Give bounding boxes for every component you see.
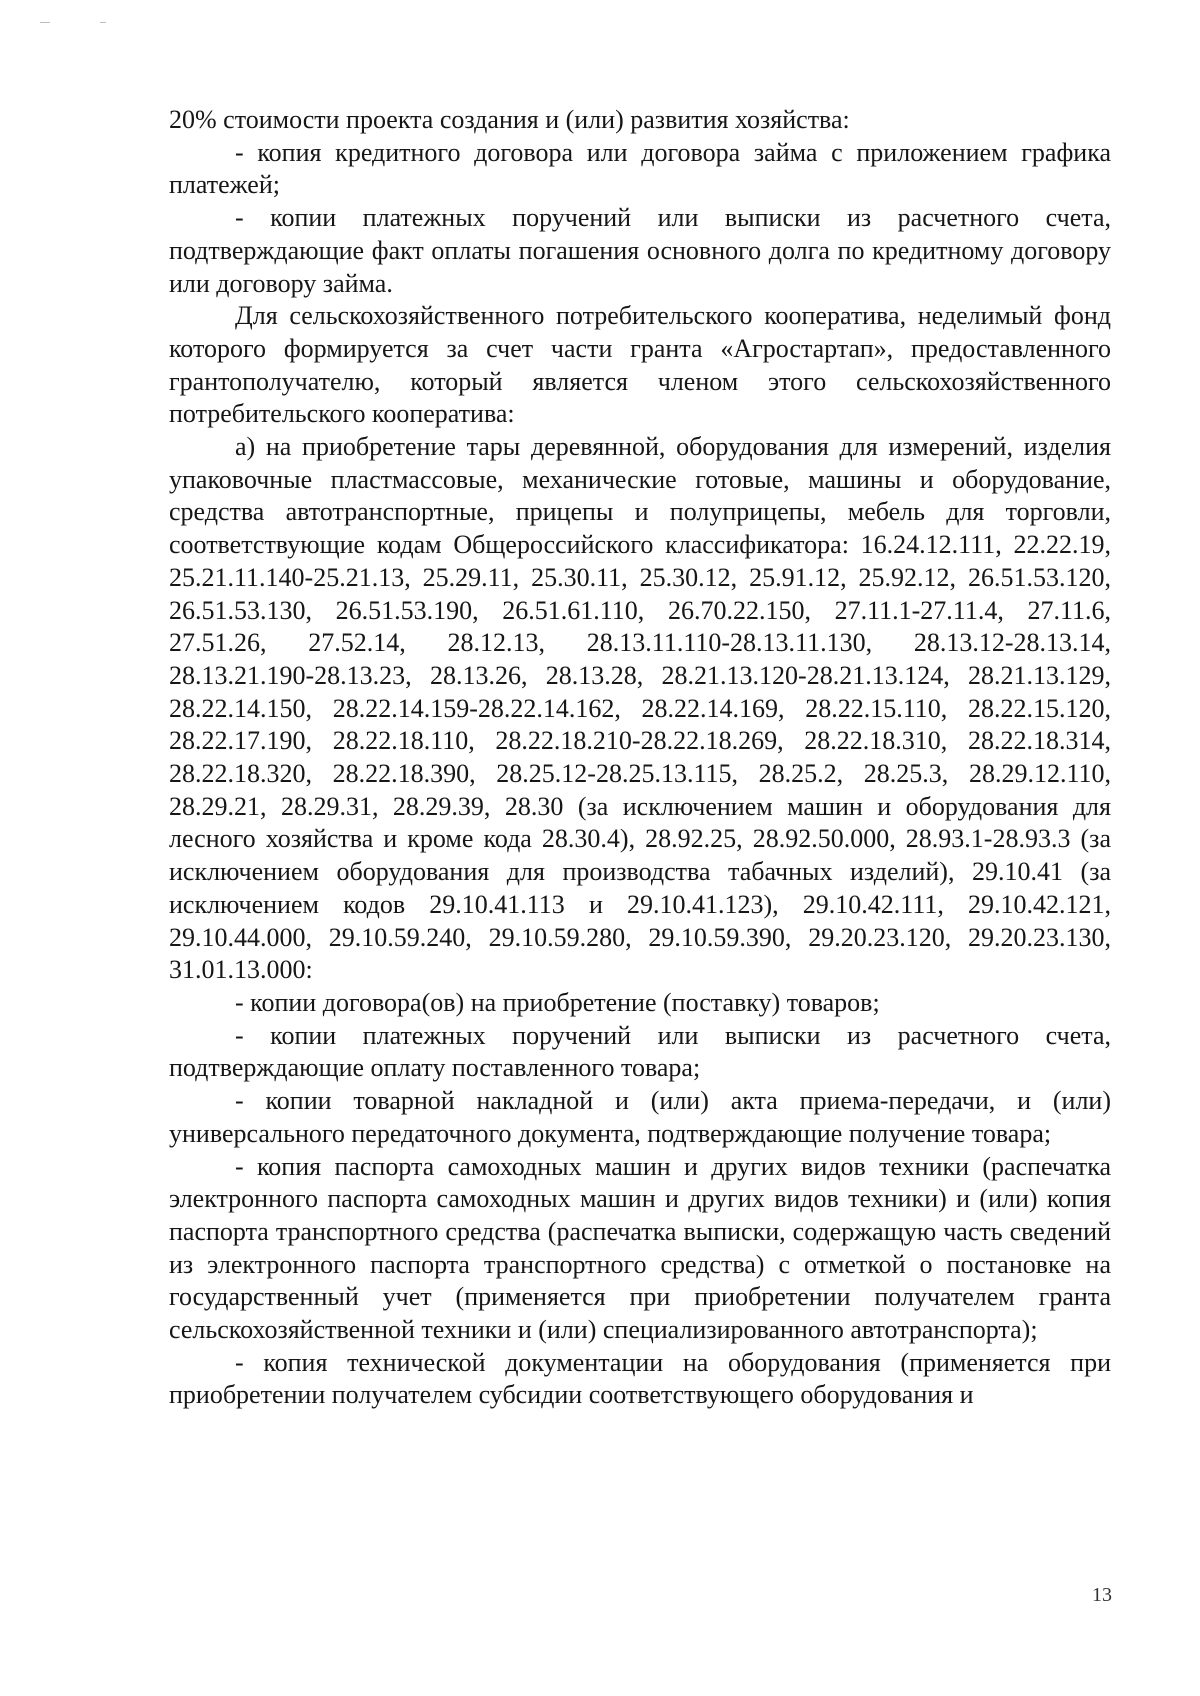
scan-artifact — [40, 22, 50, 23]
paragraph-cooperative-intro: Для сельскохозяйственного потребительского кооператива, неделимый фонд которого формируется за счет части гранта «Агростартап», предоставленного грантополучателю, который является членом этого сельскохозяйственного потребительского кооператива: — [169, 301, 1111, 429]
paragraph-technical-documentation: - копия технической документации на оборудования (применяется при приобретении получателем субсидии соответствующего оборудования и — [169, 1347, 1111, 1410]
paragraph-loan-agreement-copy: - копия кредитного договора или договора займа с приложением графика платежей; — [169, 137, 1111, 200]
document-body — [169, 104, 1111, 1412]
paragraph-payment-confirmation: - копии платежных поручений или выписки из расчетного счета, подтверждающие оплату поставленного товара; — [169, 1020, 1111, 1083]
paragraph-supply-contracts-copy: - копии договора(ов) на приобретение (поставку) товаров; — [235, 987, 880, 1017]
paragraph-invoice-copy: - копии товарной накладной и (или) акта приема-передачи, и (или) универсального передаточного документа, подтверждающие получение товара; — [169, 1086, 1111, 1148]
paragraph-payment-orders-copy: - копии платежных поручений или выписки из расчетного счета, подтверждающие факт оплаты погашения основного долга по кредитному договору или договору займа. — [169, 203, 1111, 298]
paragraph-vehicle-passport-copy: - копия паспорта самоходных машин и других видов техники (распечатка электронного паспорта самоходных машин и других видов техники) и (или) копия паспорта транспортного средства (распечатка выписки, содержащую часть сведений из электронного паспорта транспортного средства) с отметкой о постановке на государственный учет (применяется при приобретении получателем гранта сельскохозяйственной техники и (или) специализированного автотранспорта); — [169, 1151, 1111, 1345]
page-number: 13 — [1092, 1584, 1112, 1606]
paragraph-cost-continuation: 20% стоимости проекта создания и (или) развития хозяйства: — [169, 105, 850, 134]
scan-artifact — [100, 22, 106, 23]
paragraph-classifier-codes: а) на приобретение тары деревянной, оборудования для измерений, изделия упаковочные пластмассовые, механические готовые, машины и оборудование, средства автотранспортные, прицепы и полуприцепы, мебель для торговли, соответствующие кодам Общероссийского классификатора: 16.24.12.111, 22.22.19, 25.21.11.140-25.21.13, 25.29.11, 25.30.11, 25.30.12, 25.91.12, 25.92.12, 26.51.53.120, 26.51.53.130, 26.51.53.190, 26.51.61.110, 26.70.22.150, 27.11.1-27.11.4, 27.11.6, 27.51.26, 27.52.14, 28.12.13, 28.13.11.110-28.13.11.130, 28.13.12-28.13.14, 28.13.21.190-28.13.23, 28.13.26, 28.13.28, 28.21.13.120-28.21.13.124, 28.21.13.129, 28.22.14.150, 28.22.14.159-28.22.14.162, 28.22.14.169, 28.22.15.110, 28.22.15.120, 28.22.17.190, 28.22.18.110, 28.22.18.210-28.22.18.269, 28.22.18.310, 28.22.18.314, 28.22.18.320, 28.22.18.390, 28.25.12-28.25.13.115, 28.25.2, 28.25.3, 28.29.12.110, 28.29.21, 28.29.31, 28.29.39, 28.30 (за исключением машин и оборудования для лесного хозяйства и кроме кода 28.30.4), 28.92.25, 28.92.50.000, 28.93.1-28.93.3 (за исключением оборудования для производства табачных изделий), 29.10.41 (за исключением кодов 29.10.41.113 и 29.10.41.123), 29.10.42.111, 29.10.42.121, 29.10.44.000, 29.10.59.240, 29.10.59.280, 29.10.59.390, 29.20.23.120, 29.20.23.130, 31.01.13.000: — [169, 432, 1111, 985]
